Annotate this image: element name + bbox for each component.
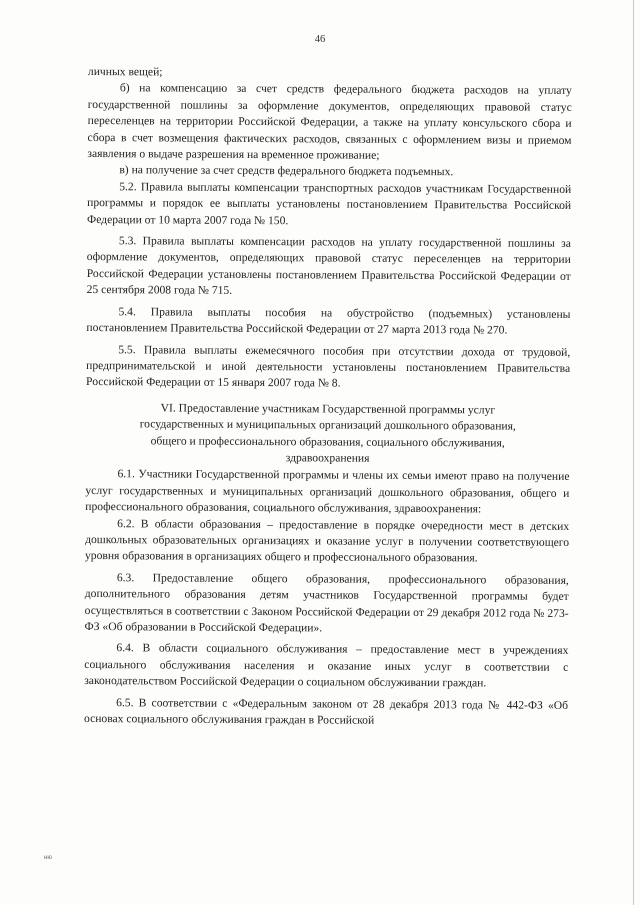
- paragraph: 5.4. Правила выплаты пособия на обустройство (подъемных) установлены постановлением Правительства Российской Федерации от 27 марта 2013 года № 270.: [86, 304, 571, 337]
- section-title: [86, 400, 570, 469]
- paragraph: 6.1. Участники Государственной программы и члены их семьи имеют право на получение услуг государственных и муниципальных организаций дошкольного образования, общего и профессионального образования, социального обслуживания, здравоохранения:: [85, 467, 570, 516]
- paragraph: 5.3. Правила выплаты компенсации расходов на уплату государственной пошлины за оформление документов, определяющих правовой статус переселенцев на территории Российской Федерации установлены постановлением Правительства Российской Федерации от 25 сентября 2008 года № 715.: [86, 234, 571, 298]
- paragraph: 6.3. Предоставление общего образования, профессионального образования, дополнительного образования детям участников Государственной программы будет осуществляться в соответствии с Законом Российской Федерации от 29 декабря 2012 года № 273-ФЗ «Об образовании в Российской Федерации».: [84, 570, 569, 635]
- paragraph: 6.5. В соответствии с «Федеральным законом от 28 декабря 2013 года № 442-ФЗ «Об основах социального обслуживания граждан в Российской: [83, 695, 569, 727]
- section-title-line: общего и профессионального образования, социального обслуживания,: [150, 433, 505, 450]
- section-title-line: VI. Предоставление участникам Государственной программы услуг: [160, 401, 496, 417]
- paragraph: 6.4. В области социального обслуживания – предоставление мест в учреждениях социального обслуживания населения и оказание иных услуг в соответствии с законодательством Российской Федерации о социальном обслуживании граждан.: [84, 641, 569, 690]
- paragraph: 6.2. В области образования – предоставление в порядке очередности мест в детских дошкольных образовательных организациях и оказание услуг в получении соответствующего уровня образования в организациях общего и профессионального образования.: [84, 516, 570, 565]
- paragraph: 5.5. Правила выплаты ежемесячного пособия при отсутствии дохода от трудовой, предпринимательской и иной деятельности установлены постановлением Правительства Российской Федерации от 15 января 2007 года № 8.: [86, 342, 571, 390]
- section-title-line: государственных и муниципальных организаций дошкольного образования,: [139, 417, 516, 433]
- scan-edge-line: [633, 0, 634, 905]
- page-number: 46: [314, 34, 326, 45]
- paragraph: б) на компенсацию за счет средств федерального бюджета расходов на уплату государственной пошлины за оформление документов, определяющих правовой статус переселенцев на территории Российской Федерации, а также на уплату консульского сбора и сбора в счет возмещения фактических расходов, связанных с оформлением визы и приемом заявления о выдаче разрешения на временное проживание;: [87, 81, 572, 162]
- section-title-line: здравоохранения: [285, 451, 370, 465]
- paragraph: в) на получение за счет средств федерального бюджета подъемных.: [119, 163, 454, 179]
- paragraph: 5.2. Правила выплаты компенсации транспортных расходов участникам Государственной программы и порядок ее выплаты установлены постановлением Правительства Российской Федерации от 10 марта 2007 года № 150.: [87, 180, 572, 227]
- footer-mark: ню: [44, 855, 52, 861]
- paragraph: личных вещей;: [87, 64, 163, 79]
- document-body: [84, 64, 572, 730]
